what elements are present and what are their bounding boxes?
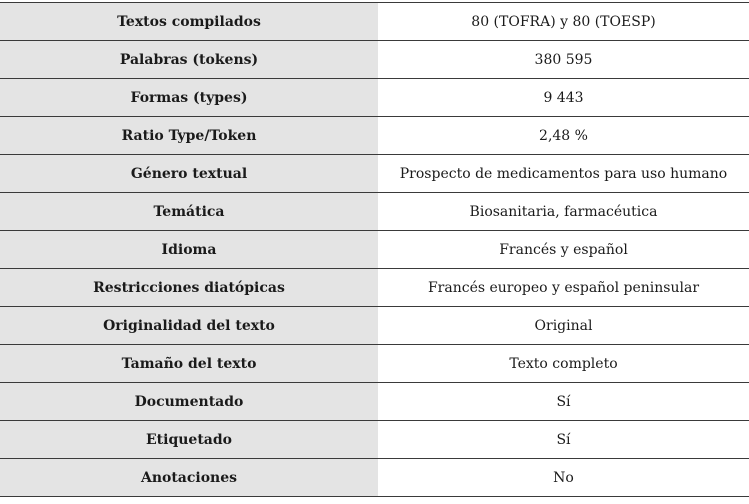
row-value: Sí [378, 421, 749, 459]
row-label: Restricciones diatópicas [0, 269, 378, 307]
row-label: Anotaciones [0, 459, 378, 497]
row-value: 380 595 [378, 41, 749, 79]
row-label: Originalidad del texto [0, 307, 378, 345]
table-row [0, 41, 749, 79]
table-row [0, 231, 749, 269]
table-row [0, 3, 749, 41]
row-value: Sí [378, 383, 749, 421]
table-row [0, 459, 749, 497]
table-row [0, 307, 749, 345]
row-label: Temática [0, 193, 378, 231]
table-row [0, 193, 749, 231]
row-label: Formas (types) [0, 79, 378, 117]
table-row [0, 383, 749, 421]
row-value: No [378, 459, 749, 497]
table-row [0, 117, 749, 155]
row-value: 2,48 % [378, 117, 749, 155]
table-row [0, 421, 749, 459]
row-value: 9 443 [378, 79, 749, 117]
row-label: Palabras (tokens) [0, 41, 378, 79]
row-label: Tamaño del texto [0, 345, 378, 383]
row-value: 80 (TOFRA) y 80 (TOESP) [378, 3, 749, 41]
table-row [0, 79, 749, 117]
row-value: Francés europeo y español peninsular [378, 269, 749, 307]
table-row [0, 269, 749, 307]
row-label: Idioma [0, 231, 378, 269]
row-value: Prospecto de medicamentos para uso humano [378, 155, 749, 193]
corpus-characteristics-table [0, 2, 749, 497]
row-label: Etiquetado [0, 421, 378, 459]
row-label: Género textual [0, 155, 378, 193]
row-label: Ratio Type/Token [0, 117, 378, 155]
row-value: Francés y español [378, 231, 749, 269]
table-row [0, 155, 749, 193]
row-value: Texto completo [378, 345, 749, 383]
table-row [0, 345, 749, 383]
row-value: Original [378, 307, 749, 345]
row-label: Documentado [0, 383, 378, 421]
row-value: Biosanitaria, farmacéutica [378, 193, 749, 231]
row-label: Textos compilados [0, 3, 378, 41]
